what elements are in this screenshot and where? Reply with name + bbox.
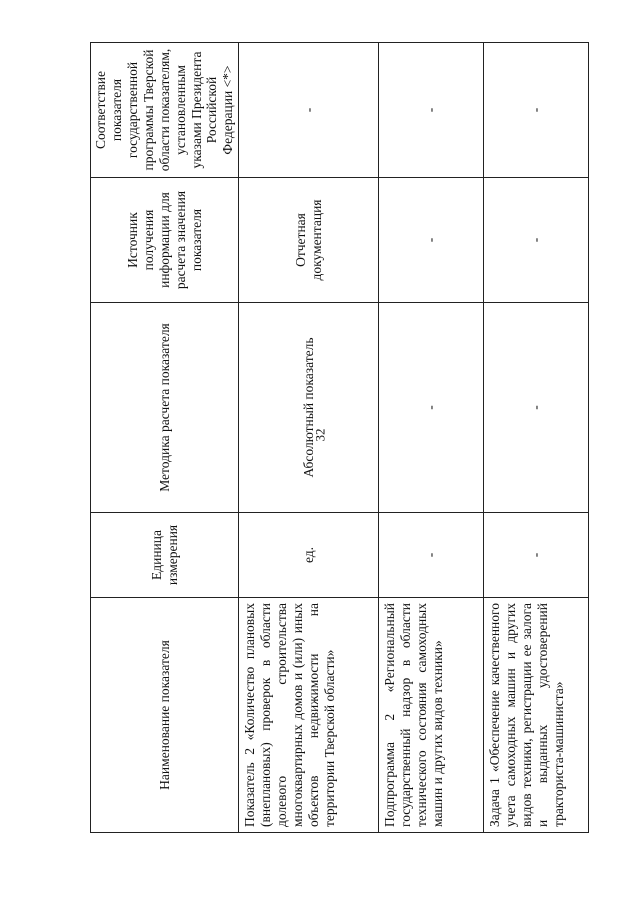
cell-decree-compliance: - <box>484 43 589 178</box>
cell-unit: - <box>484 513 589 598</box>
table-row <box>484 43 589 833</box>
table-row <box>379 43 484 833</box>
cell-calc-method: - <box>379 303 484 513</box>
cell-unit: ед. <box>239 513 379 598</box>
header-indicator-name: Наименование показателя <box>91 598 239 833</box>
cell-decree-compliance: - <box>239 43 379 178</box>
header-unit: Единица измерения <box>91 513 239 598</box>
cell-unit: - <box>379 513 484 598</box>
cell-decree-compliance: - <box>379 43 484 178</box>
header-calc-method: Методика расчета показателя <box>91 303 239 513</box>
page-number: 32 <box>312 428 327 442</box>
cell-info-source: - <box>484 178 589 303</box>
header-decree-compliance: Соответствие показателя государственной программы Тверской области показателям, установленным указами Президента Российской Федерации <*> <box>91 43 239 178</box>
cell-calc-method: - <box>484 303 589 513</box>
cell-indicator-name: Подпрограмма 2 «Региональный государственный надзор в области технического состояния самоходных машин и других видов техники» <box>379 598 484 833</box>
header-info-source: Источник получения информации для расчета значения показателя <box>91 178 239 303</box>
indicator-table <box>90 42 589 833</box>
cell-info-source: - <box>379 178 484 303</box>
cell-indicator-name: Задача 1 «Обеспечение качественного учета самоходных машин и других видов техники, регистрации ее залога и выданных удостоверений тракториста-машиниста» <box>484 598 589 833</box>
rotated-table-sheet <box>90 43 570 833</box>
table-header-row <box>91 43 239 833</box>
cell-info-source: Отчетная документация <box>239 178 379 303</box>
cell-indicator-name: Показатель 2 «Количество плановых (внеплановых) проверок в области долевого строительства многоквартирных домов и (или) иных объектов недвижимости на территории Тверской области» <box>239 598 379 833</box>
cell-calc-method: Абсолютный показатель <box>239 303 379 513</box>
table-row <box>239 43 379 833</box>
